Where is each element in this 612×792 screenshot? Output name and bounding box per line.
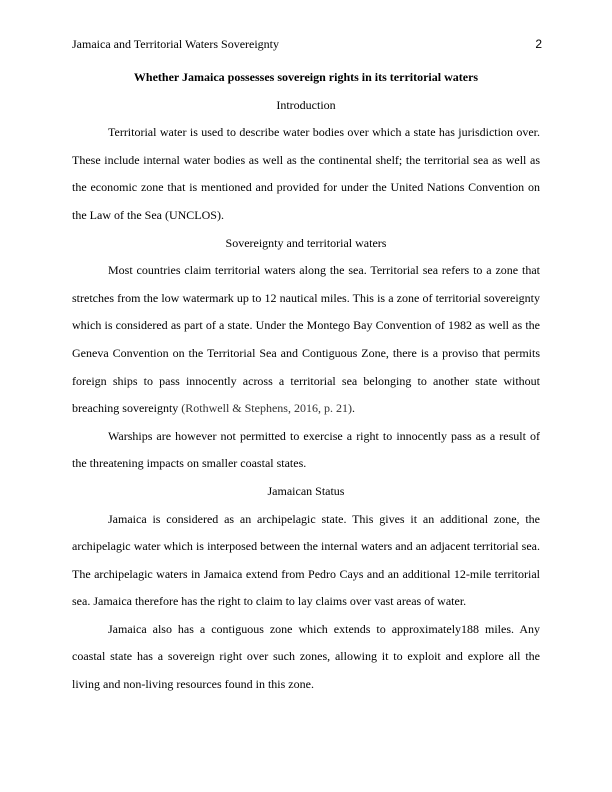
heading-sovereignty: Sovereignty and territorial waters bbox=[225, 235, 387, 250]
paragraph-sovereignty-1-end: . bbox=[351, 401, 355, 416]
page-number: 2 bbox=[535, 37, 542, 51]
paragraph-sovereignty-1-text: Most countries claim territorial waters along the sea. Territorial sea refers to a zone that stretches from the low watermark up to 12 nautical miles. This is a zone of territorial sovereignty which is considered as part of a state. Under the Montego Bay Convention of 1982 as well as the Geneva Convention on the Territorial Sea and Contiguous Zone, there is a proviso that permits foreign ships to pass innocently across a territorial sea belonging to another state without breaching sovereignty bbox=[72, 263, 540, 416]
paragraph-jamaican-status-2: Jamaica also has a contiguous zone which extends to approximately188 miles. Any coastal state has a sovereign right over such zones, allowing it to exploit and explore all the living and non-living resources found in this zone. bbox=[72, 621, 540, 692]
citation: (Rothwell & Stephens, 2016, p. 21) bbox=[181, 401, 352, 416]
document-body bbox=[72, 64, 540, 699]
heading-introduction: Introduction bbox=[276, 97, 336, 112]
paragraph-sovereignty-2: Warships are however not permitted to exercise a right to innocently pass as a result of the threatening impacts on smaller coastal states. bbox=[72, 428, 540, 471]
document-title: Whether Jamaica possesses sovereign rights in its territorial waters bbox=[133, 70, 479, 84]
paragraph-jamaican-status-1: Jamaica is considered as an archipelagic state. This gives it an additional zone, the archipelagic water which is interposed between the internal waters and an adjacent territorial sea. The archipelagic waters in Jamaica extend from Pedro Cays and an additional 12-mile territorial sea. Jamaica therefore has the right to claim to lay claims over vast areas of water. bbox=[72, 511, 540, 609]
running-head: Jamaica and Territorial Waters Sovereignty bbox=[72, 37, 280, 51]
heading-jamaican-status: Jamaican Status bbox=[267, 483, 345, 498]
paragraph-sovereignty-1 bbox=[72, 257, 540, 423]
paragraph-introduction: Territorial water is used to describe water bodies over which a state has jurisdiction over. These include internal water bodies as well as the continental shelf; the territorial sea as well as the economic zone that is mentioned and provided for under the United Nations Convention on the Law of the Sea (UNCLOS). bbox=[72, 125, 540, 222]
